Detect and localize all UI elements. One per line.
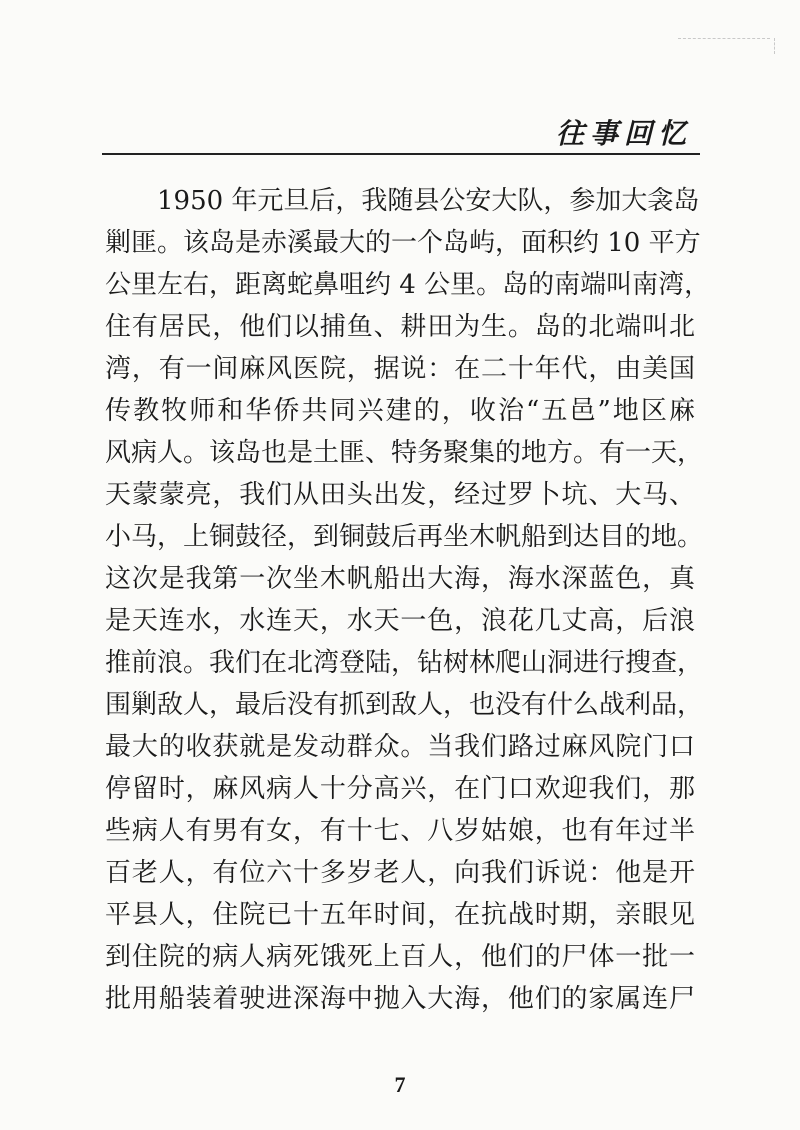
text-line: 平县人，住院已十五年时间，在抗战时期，亲眼见 bbox=[105, 900, 695, 930]
text-line: 停留时，麻风病人十分高兴，在门口欢迎我们，那 bbox=[105, 774, 695, 804]
text-line: 到住院的病人病死饿死上百人，他们的尸体一批一 bbox=[105, 942, 695, 972]
text-line: 些病人有男有女，有十七、八岁姑娘，也有年过半 bbox=[105, 816, 695, 846]
text-line: 传教牧师和华侨共同兴建的，收治“五邑”地区麻 bbox=[105, 396, 695, 426]
text-line: 剿匪。该岛是赤溪最大的一个岛屿，面积约 10 平方 bbox=[105, 228, 701, 258]
header-rule bbox=[102, 153, 700, 155]
text-line: 批用船装着驶进深海中抛入大海，他们的家属连尸 bbox=[105, 984, 695, 1014]
scan-margin-mark bbox=[678, 38, 770, 40]
text-line: 天蒙蒙亮，我们从田头出发，经过罗卜坑、大马、 bbox=[105, 480, 695, 510]
text-line: 这次是我第一次坐木帆船出大海，海水深蓝色，真 bbox=[105, 564, 695, 594]
scan-margin-mark bbox=[774, 38, 776, 54]
text-line: 风病人。该岛也是土匪、特务聚集的地方。有一天， bbox=[105, 438, 704, 468]
text-line: 百老人，有位六十多岁老人，向我们诉说：他是开 bbox=[105, 858, 695, 888]
text-line: 小马，上铜鼓径，到铜鼓后再坐木帆船到达目的地。 bbox=[105, 522, 704, 552]
text-line: 最大的收获就是发动群众。当我们路过麻风院门口 bbox=[105, 732, 695, 762]
running-header-title: 往事回忆 bbox=[555, 117, 692, 150]
text-line: 是天连水，水连天，水天一色，浪花几丈高，后浪 bbox=[105, 606, 695, 636]
text-line: 推前浪。我们在北湾登陆，钻树林爬山洞进行搜查， bbox=[105, 648, 704, 678]
text-line: 1950 年元旦后，我随县公安大队，参加大衾岛 bbox=[157, 186, 700, 216]
text-line: 住有居民，他们以捕鱼、耕田为生。岛的北端叫北 bbox=[105, 312, 695, 342]
text-line: 公里左右，距离蛇鼻咀约 4 公里。岛的南端叫南湾， bbox=[105, 270, 711, 300]
text-line: 湾，有一间麻风医院，据说：在二十年代，由美国 bbox=[105, 354, 695, 384]
body-text bbox=[105, 180, 711, 1020]
text-line: 围剿敌人，最后没有抓到敌人，也没有什么战利品， bbox=[105, 690, 704, 720]
page-number: 7 bbox=[394, 1072, 406, 1097]
